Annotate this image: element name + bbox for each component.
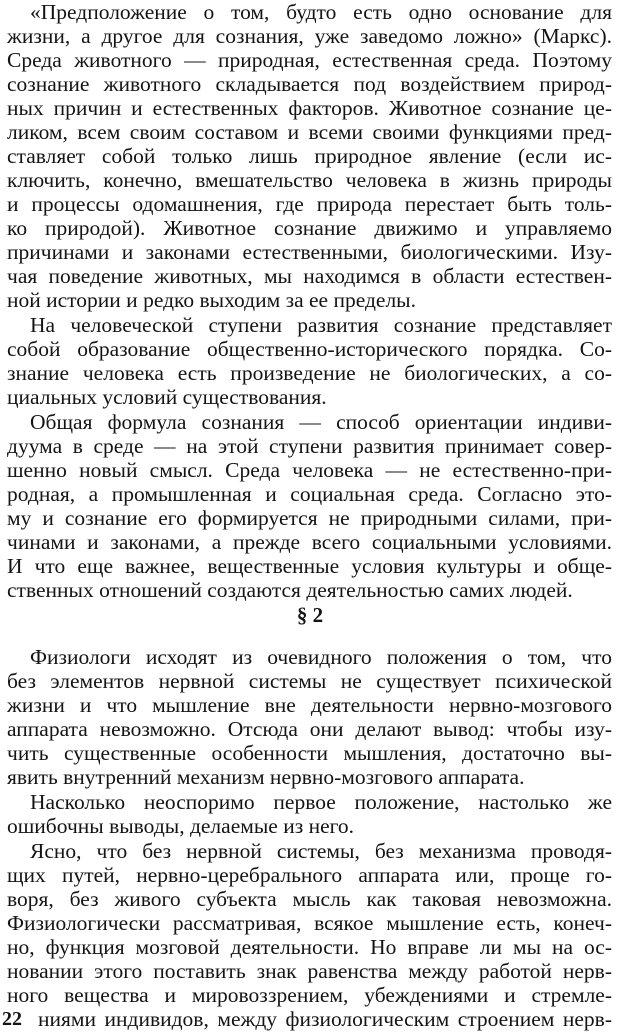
text-line: жизни, а другое для сознания, уже заведомо ложно» (Маркс). <box>7 24 612 48</box>
text-line: чить существенные особенности мышления, достаточно вы- <box>7 741 612 765</box>
text-line: ниями индивидов, между физиологическим строением нерв- <box>38 1007 612 1031</box>
text-line: ключить, конечно, вмешательство человека в жизнь природы <box>7 168 612 192</box>
text-line: причинами и законами естественными, биологическими. Изу- <box>7 240 612 264</box>
text-line: но, функция мозговой деятельности. Но вправе ли мы на ос- <box>7 935 612 959</box>
section-heading: § 2 <box>296 603 324 627</box>
text-line: аппарата невозможно. Отсюда они делают вывод: чтобы изу- <box>7 717 612 741</box>
text-line: дуума в среде — на этой ступени развития принимает совер- <box>7 434 612 458</box>
text-line: родная, а промышленная и социальная среда. Согласно это- <box>7 482 612 506</box>
text-line: ственных отношений создаются деятельностью самих людей. <box>7 578 573 602</box>
text-line: щих путей, нервно-церебрального аппарата или, проще го- <box>7 863 612 887</box>
text-line: Насколько неоспоримо первое положение, настолько же <box>30 790 612 814</box>
page-number: 22 <box>2 1008 22 1030</box>
text-line: ной истории и редко выходим за ее пределы. <box>7 288 416 312</box>
text-line: жизни и что мышление вне деятельности нервно-мозгового <box>7 693 612 717</box>
text-line: явить внутренний механизм нервно-мозгового аппарата. <box>7 765 525 789</box>
text-line: Физиологи исходят из очевидного положения о том, что <box>30 645 612 669</box>
text-line: новании этого поставить знак равенства между работой нерв- <box>7 959 612 983</box>
text-line: ных причин и естественных факторов. Животное сознание це- <box>7 96 612 120</box>
text-line: ного вещества и мировоззрением, убеждениями и стремле- <box>7 983 612 1007</box>
text-line: циальных условий существования. <box>7 385 327 409</box>
text-line: без элементов нервной системы не существует психической <box>7 669 612 693</box>
text-line: собой образование общественно-исторического порядка. Со- <box>7 337 612 361</box>
text-line: воря, без живого субъекта мысль как таковая невозможна. <box>7 887 612 911</box>
text-line: ликом, всем своим составом и всеми своими функциями пред- <box>7 120 612 144</box>
text-line: чинами и законами, а прежде всего социальными условиями. <box>7 530 612 554</box>
text-line: ошибочны выводы, делаемые из него. <box>7 814 355 838</box>
text-line: чая поведение животных, мы находимся в области естествен- <box>7 264 612 288</box>
text-line: ставляет собой только лишь природное явление (если ис- <box>7 144 612 168</box>
text-line: сознание животного складывается под воздействием природ- <box>7 72 612 96</box>
text-line: ко природой). Животное сознание движимо и управляемо <box>7 216 612 240</box>
text-line: знание человека есть произведение не биологических, а со- <box>7 361 612 385</box>
text-line: Среда животного — природная, естественная среда. Поэтому <box>7 48 612 72</box>
text-line: Физиологически рассматривая, всякое мышление есть, конеч- <box>7 911 612 935</box>
text-line: шенно новый смысл. Среда человека — не естественно-при- <box>7 458 612 482</box>
text-line: Общая формула сознания — способ ориентации индиви- <box>30 410 612 434</box>
text-line: Ясно, что без нервной системы, без механизма проводя- <box>30 839 612 863</box>
text-line: «Предположение о том, будто есть одно основание для <box>30 0 612 24</box>
text-line: и процессы одомашнения, где природа перестает быть толь- <box>7 192 612 216</box>
text-line: му и сознание его формируется не природными силами, при- <box>7 506 612 530</box>
text-line: И что еще важнее, вещественные условия культуры и обще- <box>7 554 612 578</box>
text-line: На человеческой ступени развития сознание представляет <box>30 313 612 337</box>
